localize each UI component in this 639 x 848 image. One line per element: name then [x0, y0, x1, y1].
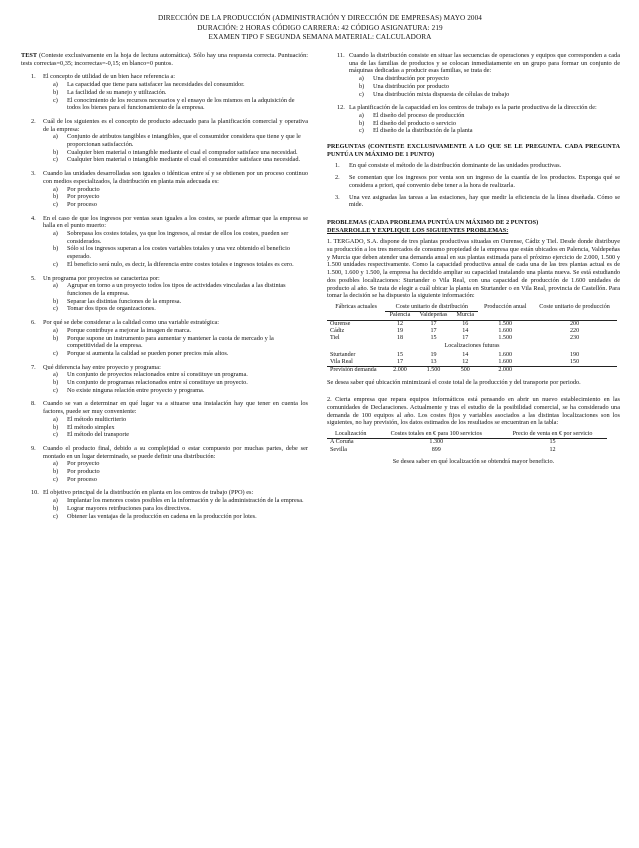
answer-option	[43, 335, 308, 350]
answer-option	[43, 387, 308, 395]
answer-option	[349, 127, 620, 135]
option-letter: a)	[53, 460, 58, 468]
test-question-list-left	[21, 73, 308, 520]
question-text: Cuando la distribución consiste en situar las secuencias de operaciones y equipos que corresponden a cada una de las familias de productos y se colocan inmediatamente en un grupo para formar un conjunto de máquinas dedicadas a producir esas familias, se trata de:	[349, 52, 620, 75]
short-question-number: 2.	[335, 174, 340, 182]
answer-option	[43, 156, 308, 164]
answer-option	[43, 89, 308, 97]
option-text: Por proyecto	[67, 460, 100, 468]
table-cell: 190	[569, 351, 580, 358]
table-cell: 16	[462, 320, 469, 327]
question-text: Cuando el producto final, debido a su complejidad o estar compuesto por muchas partes, debe ser montado en un lugar determinado, se puede definir una distribución:	[43, 444, 308, 460]
option-letter: a)	[53, 497, 58, 505]
option-letter: c)	[53, 156, 58, 164]
header-line-2: DURACIÓN: 2 HORAS CÓDIGO CARRERA: 42 CÓDIGO ASIGNATURA: 219	[197, 23, 443, 32]
option-text: Sólo si los ingresos superan a los costes variables totales y una vez obtenido el beneficio esperado.	[67, 245, 290, 261]
test-question	[21, 400, 308, 439]
option-letter: c)	[53, 512, 58, 520]
option-letter: a)	[53, 282, 58, 290]
table-cell: Cádiz	[330, 327, 345, 334]
option-text: El beneficio será nulo, es decir, la diferencia entre costes totales e ingresos totales es cero.	[67, 260, 294, 268]
option-text: El método del transporte	[67, 431, 130, 439]
option-letter: c)	[53, 96, 58, 104]
table-row	[327, 328, 617, 335]
header-line-1: DIRECCIÓN DE LA PRODUCCIÓN (ADMINISTRACIÓN Y DIRECCIÓN DE EMPRESAS) MAYO 2004	[158, 14, 482, 22]
answer-option	[43, 97, 308, 112]
table1-header-cell: Producción anual	[478, 304, 532, 320]
table-cell: Tiel	[330, 335, 340, 342]
option-text: Un conjunto de programas relacionados entre sí constituye un proyecto.	[67, 379, 248, 387]
option-letter: c)	[53, 386, 58, 394]
table1-header-cell: Coste unitario de producción	[532, 304, 617, 320]
option-letter: a)	[359, 75, 364, 83]
option-letter: b)	[53, 193, 59, 201]
test-question	[21, 445, 308, 484]
answer-option	[349, 120, 620, 128]
option-text: Un conjunto de proyectos relacionados entre sí constituye un programa.	[67, 371, 248, 379]
question-number: 6.	[31, 319, 36, 327]
option-text: Lograr mayores retribuciones para los directivos.	[67, 504, 191, 512]
table2-header-cell: Costes totales en € para 100 servicios	[375, 431, 499, 439]
question-number: 7.	[31, 363, 36, 371]
answer-option	[43, 350, 308, 358]
option-letter: b)	[359, 119, 365, 127]
table-cell: Vila Real	[330, 359, 353, 366]
option-letter: c)	[359, 127, 364, 135]
table-cell: 500	[452, 367, 478, 375]
test-question	[327, 52, 620, 98]
table-cell: 220	[569, 327, 580, 334]
question-number: 1.	[31, 73, 36, 81]
question-text: Cuál de los siguientes es el concepto de producto adecuado para la planificación comercial y operativa de la empresa:	[43, 117, 308, 133]
table-cell: 17	[462, 335, 469, 342]
answer-option	[43, 476, 308, 484]
table-cell: 14	[462, 351, 469, 358]
table2-header-cell: Precio de venta en € por servicio	[498, 431, 607, 439]
option-letter: b)	[53, 423, 59, 431]
table-row	[327, 359, 617, 367]
question-text: Qué diferencia hay entre proyecto y programa:	[43, 363, 161, 371]
table-subheader-row	[327, 342, 617, 351]
question-number: 3.	[31, 170, 36, 178]
table-cell: 1.500	[415, 367, 452, 375]
question-text: En el caso de que los ingresos por ventas sean iguales a los costes, se puede afirmar que la empresa se halla en el punto muerto:	[43, 214, 308, 230]
short-question-text: Se comentan que los ingresos por venta son un ingreso de la cuantía de los productos. Exponga qué se considera a priori, qué convenio debe tener a la hora de realizarla.	[349, 174, 620, 189]
question-text: Un programa por proyectos se caracteriza por:	[43, 274, 160, 282]
option-letter: b)	[53, 297, 59, 305]
right-column	[327, 52, 620, 470]
answer-option	[43, 201, 308, 209]
test-question	[21, 319, 308, 358]
option-letter: a)	[53, 415, 58, 423]
option-letter: a)	[53, 133, 58, 141]
table-row	[327, 335, 617, 342]
short-question	[327, 162, 620, 170]
option-text: Porque si aumenta la calidad se pueden poner precios más altos.	[67, 349, 229, 357]
answer-option	[349, 112, 620, 120]
option-letter: a)	[53, 371, 58, 379]
option-letter: c)	[53, 200, 58, 208]
option-text: Por proyecto	[67, 193, 100, 201]
problems-title: PROBLEMAS (CADA PROBLEMA PUNTÚA UN MÁXIMO DE 2 PUNTOS)	[327, 218, 539, 226]
table-cell: 899	[431, 446, 441, 453]
option-text: El método simplex	[67, 423, 115, 431]
answer-option	[43, 497, 308, 505]
table-cell: 1.600	[498, 351, 513, 358]
question-number: 11.	[337, 52, 345, 59]
option-letter: c)	[53, 475, 58, 483]
option-letter: a)	[53, 185, 58, 193]
table1-header-cell: Fábricas actuales	[327, 304, 385, 320]
option-text: Cualquier bien material o intangible mediante el cual el consumidor satisface una necesidad.	[67, 156, 301, 164]
exam-header	[60, 14, 580, 43]
option-text: Conjunto de atributos tangibles e intangibles, que el consumidor considera que tiene y que le proporcionan satisfacción.	[67, 133, 301, 149]
table2-header-cell: Localización	[327, 431, 375, 439]
answer-option	[43, 424, 308, 432]
problems-subtitle: DESARROLLE Y EXPLIQUE LOS SIGUIENTES PROBLEMAS:	[327, 226, 509, 234]
option-letter: b)	[53, 245, 59, 253]
option-text: No existe ninguna relación entre proyecto y programa.	[67, 386, 205, 394]
option-text: Por proceso	[67, 475, 97, 483]
table-cell: 1.300	[429, 439, 444, 446]
table-row	[327, 367, 617, 375]
answer-option	[43, 193, 308, 201]
question-number: 9.	[31, 444, 36, 452]
option-text: Sobrepasa los costes totales, ya que los ingresos, al restar de ellos los costes, pueden ser considerados.	[67, 230, 289, 245]
answer-option	[349, 91, 620, 99]
table-cell	[532, 367, 617, 375]
option-letter: a)	[53, 230, 58, 238]
option-letter: b)	[359, 82, 365, 90]
table1-header-cell: Palencia	[385, 312, 415, 320]
table-cell: 14	[462, 327, 469, 334]
test-question	[21, 215, 308, 269]
option-text: Agrupar en torno a un proyecto todos los tipos de actividades vinculadas a las distintas funciones de la empresa.	[67, 282, 286, 297]
option-letter: c)	[53, 431, 58, 439]
table-cell: 12	[549, 446, 556, 453]
option-text: Una distribución mixta dispuesta de células de trabajo	[373, 90, 510, 98]
answer-option	[43, 81, 308, 89]
answer-option	[43, 186, 308, 194]
answer-option	[43, 431, 308, 439]
left-column	[21, 52, 308, 526]
answer-option	[43, 133, 308, 148]
table-row	[327, 447, 607, 454]
question-text: Cuando se van a determinar en qué lugar va a situarse una instalación hay que tener en cuenta los factores, puede ser muy conveniente:	[43, 400, 308, 416]
table-cell: 15	[430, 335, 437, 342]
problem-2-text: 2. Cierta empresa que repara equipos informáticos está pensando en abrir un nuevo establecimiento en las comunidades de Declaraciones. Actualmente y tras el estudio de la posibilidad comercial, se ha considerado una demanda de 100 equipos al año. Los costes fijos y variables asociados a las distintas localizaciones son los siguientes, no hay previsión, los datos estimados de los resultados se encuentran en la tabla:	[327, 396, 620, 427]
table-cell: 1.600	[498, 327, 513, 334]
table-subheader: Localizaciones futuras	[444, 343, 500, 350]
question-text: El objetivo principal de la distribución en planta en los centros de trabajo (PPO) es:	[43, 489, 254, 497]
option-letter: a)	[53, 326, 58, 334]
problem-1-text: 1. TERGADO, S.A. dispone de tres plantas productivas situadas en Ourense, Cádiz y Tiel. Desde donde distribuye su producción a los tres mercados de consumo propiedad de la empresa que están ubicados en Palencia, Valdepeñas y Murcia que deben atender una demanda anual en sus plantas estimada para el próximo ejercicio de 2.000, 1.500 y 1.500 unidades respectivamente. Como la capacidad productiva anual de cada una de las tres plantas actual es de 1.500, 1.600 y 1.500, la empresa ha decidido ampliar su capacidad instalando una planta nueva. Se está estudiando dos posibles localizaciones: Sturtander o Vila Real, con una capacidad de producción de 1.600 unidades de producto al año. Se trata de elegir a cuál ubicar la planta en Sturtander o en Vila Real, provincia de Castellón. Para tomar la decisión se ha dispuesto la siguiente información:	[327, 238, 620, 300]
table-cell: 12	[462, 359, 469, 366]
table-cell: 17	[430, 327, 437, 334]
question-text: Por qué se debe considerar a la calidad como una variable estratégica:	[43, 319, 220, 327]
table2-body	[327, 439, 607, 454]
table-cell: Previsión demanda	[327, 367, 385, 375]
option-text: El diseño de la distribución de la planta	[373, 127, 473, 135]
option-text: El diseño del proceso de producción	[373, 111, 465, 119]
test-question	[21, 275, 308, 314]
option-text: Por proceso	[67, 200, 97, 208]
answer-option	[349, 75, 620, 83]
option-text: Una distribución por producto	[373, 82, 450, 90]
answer-option	[43, 305, 308, 313]
option-text: Tomar dos tipos de organizaciones.	[67, 305, 156, 313]
option-letter: c)	[53, 305, 58, 313]
table-cell: Sturtander	[330, 351, 356, 358]
short-question	[327, 194, 620, 209]
test-label: TEST	[21, 52, 38, 59]
question-number: 2.	[31, 117, 36, 125]
table-cell: 15	[396, 351, 404, 358]
option-text: El diseño del producto o servicio	[373, 119, 457, 127]
option-letter: c)	[53, 260, 58, 268]
table-cell: 15	[549, 439, 556, 446]
option-letter: b)	[53, 468, 59, 476]
header-line-3: EXAMEN TIPO F SEGUNDA SEMANA MATERIAL: CALCULADORA	[208, 33, 432, 42]
problem-1-table	[327, 304, 617, 375]
table-cell: 1.500	[498, 320, 513, 327]
question-text: Cuando las unidades desarrolladas son iguales o idénticas entre sí y se obtienen por un proceso continuo con medios especializados, la distribución en planta más adecuada es:	[43, 170, 308, 185]
table-cell: Ourense	[330, 320, 351, 327]
test-question-list-right	[327, 52, 620, 135]
answer-option	[43, 379, 308, 387]
option-text: Por producto	[67, 468, 100, 476]
problem-1-question: Se desea saber qué ubicación minimizará el coste total de la producción y del transporte por periodo.	[327, 378, 581, 386]
table-cell: 1.600	[498, 359, 513, 366]
table-cell: 17	[396, 359, 404, 366]
answer-option	[43, 327, 308, 335]
table-row	[327, 439, 607, 447]
table-cell: 18	[396, 335, 404, 342]
test-intro	[21, 52, 308, 67]
answer-option	[43, 460, 308, 468]
table-cell: 150	[569, 359, 580, 366]
option-letter: b)	[53, 379, 59, 387]
table-cell: 13	[430, 359, 437, 366]
answer-option	[43, 230, 308, 245]
table-cell: 19	[430, 351, 437, 358]
answer-option	[43, 261, 308, 269]
option-text: Separar las distintas funciones de la empresa.	[67, 297, 182, 305]
question-number: 4.	[31, 214, 36, 222]
option-text: Porque contribuye a mejorar la imagen de marca.	[67, 326, 192, 334]
test-question	[327, 104, 620, 135]
test-question	[21, 170, 308, 209]
question-number: 12.	[337, 104, 345, 112]
test-instructions: (Conteste exclusivamente en la hoja de lectura automática). Sólo hay una respuesta correcta. Puntuación: tests correctas=0,35; incorrectas=-0,15; en blanco=0 puntos.	[21, 52, 309, 67]
answer-option	[43, 505, 308, 513]
option-letter: b)	[53, 148, 59, 156]
test-question	[21, 364, 308, 395]
table-row	[327, 320, 617, 328]
table-row	[327, 352, 617, 359]
table-cell: Sevilla	[330, 446, 347, 453]
table1-body	[327, 320, 617, 375]
option-text: Cualquier bien material o intangible mediante el cual el comprador satisface una necesidad.	[67, 148, 298, 156]
answer-option	[43, 282, 308, 297]
short-question	[327, 174, 620, 189]
question-number: 8.	[31, 400, 36, 408]
option-text: Por producto	[67, 185, 100, 193]
answer-option	[43, 149, 308, 157]
answer-option	[43, 513, 308, 521]
question-text: La planificación de la capacidad en los centros de trabajo es la parte productiva de la dirección de:	[349, 104, 597, 112]
answer-option	[43, 245, 308, 260]
answer-option	[43, 371, 308, 379]
answer-option	[43, 468, 308, 476]
short-question-number: 1.	[335, 162, 340, 170]
option-text: La capacidad que tiene para satisfacer las necesidades del consumidor.	[67, 81, 245, 89]
test-question	[21, 118, 308, 164]
short-question-text: Una vez asignadas las tareas a las estaciones, hay que medir la eficiencia de la línea diseñada. Cómo se mide.	[349, 193, 620, 209]
option-letter: c)	[53, 349, 58, 357]
table1-header-cell: Valdepeñas	[415, 312, 452, 320]
short-questions-title: PREGUNTAS (CONTESTE EXCLUSIVAMENTE A LO QUE SE LE PREGUNTA. CADA PREGUNTA PUNTÚA UN MÁXIMO DE 1 PUNTO)	[327, 143, 620, 158]
table-cell: 200	[569, 320, 580, 327]
option-letter: b)	[53, 504, 59, 512]
option-letter: c)	[359, 90, 364, 98]
short-question-number: 3.	[335, 193, 340, 201]
option-letter: b)	[53, 88, 59, 96]
table-cell: 19	[396, 327, 404, 334]
option-text: El conocimiento de los recursos necesarios y el ensayo de los mismos en la adquisición de todos los bienes para el funcionamiento de la empresa.	[67, 96, 295, 112]
option-letter: a)	[359, 111, 364, 119]
option-text: Implantar los menores costes posibles en la información y de la administración de la empresa.	[67, 497, 304, 505]
table-cell: A Coruña	[330, 439, 354, 446]
test-question	[21, 489, 308, 520]
option-text: Obtener las ventajas de la producción en cadena en la producción por lotes.	[67, 512, 257, 520]
answer-option	[43, 298, 308, 306]
option-text: El método multicriterio	[67, 415, 127, 423]
answer-option	[349, 83, 620, 91]
table-cell: 2.000	[385, 367, 415, 375]
question-text: El concepto de utilidad de un bien hace referencia a:	[43, 73, 175, 81]
short-questions-list	[327, 162, 620, 209]
short-question-text: En qué consiste el método de la distribución dominante de las unidades productivas.	[349, 162, 562, 170]
table1-group-header: Coste unitario de distribución	[385, 304, 478, 312]
table1-header-cell: Murcia	[452, 312, 478, 320]
problem-2-table	[327, 431, 607, 454]
answer-option	[43, 416, 308, 424]
option-text: Porque supone un instrumento para aumentar y mantener la cuota de mercado y la competitividad de la empresa.	[67, 334, 274, 350]
question-number: 10.	[31, 489, 39, 497]
table-cell: 2.000	[478, 367, 532, 375]
table-cell: 12	[396, 320, 404, 327]
table-cell: 17	[430, 320, 437, 327]
option-text: La facilidad de su manejo y utilización.	[67, 88, 167, 96]
question-number: 5.	[31, 274, 36, 282]
option-letter: b)	[53, 334, 59, 342]
test-question	[21, 73, 308, 112]
table-cell: 230	[569, 335, 580, 342]
option-letter: a)	[53, 81, 58, 89]
problem-2-question: Se desea saber en qué localización se obtendrá mayor beneficio.	[392, 458, 555, 466]
option-text: Una distribución por proyecto	[373, 75, 449, 83]
table-cell: 1.500	[498, 335, 513, 342]
